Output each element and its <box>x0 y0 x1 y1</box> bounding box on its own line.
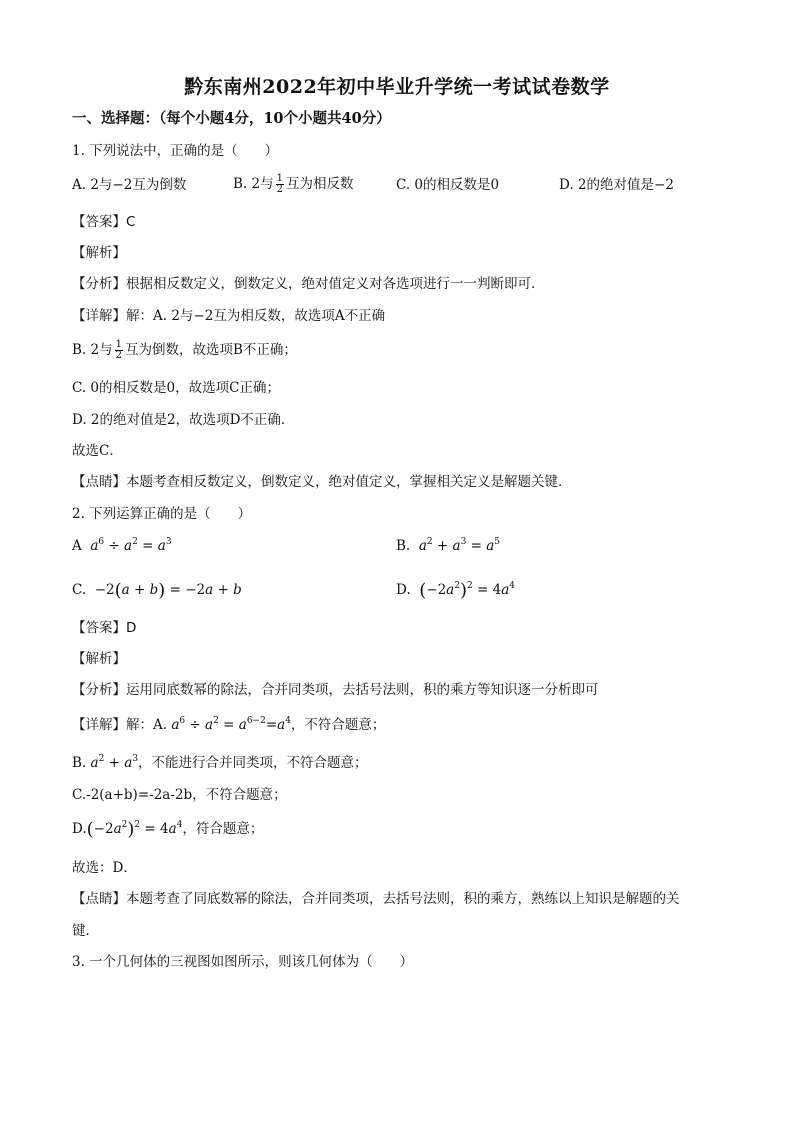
fraction-one-half: $\frac{1}{2}$ <box>115 339 122 361</box>
q1-fenxi: 【分析】根据相反数定义，倒数定义，绝对值定义对各选项进行一一判断即可． <box>72 276 545 292</box>
q2-line-c: C.-2(a+b)=-2a-2b，不符合题意； <box>72 787 287 803</box>
q1-option-a: A. 2与−2互为倒数 <box>72 177 187 193</box>
q2-choose: 故选：D． <box>72 860 137 876</box>
q1-line-b: B. 2与 $\frac{1}{2}$ 互为倒数，故选项B不正确； <box>72 339 297 361</box>
formula-xiangjie: $a^6 \div a^2 = a^{6-2}=a^4$ <box>171 716 291 733</box>
q3-stem: 3. 一个几何体的三视图如图所示，则该几何体为（ ） <box>72 954 414 970</box>
q1-dianjing: 【点睛】本题考查相反数定义，倒数定义，绝对值定义，掌握相关定义是解题关键． <box>72 474 572 490</box>
q1-choose: 故选C． <box>72 443 123 459</box>
q1-option-b <box>233 174 353 195</box>
q2-dianjing-1: 【点睛】本题考查了同底数幂的除法，合并同类项，去括号法则，积的乘方，熟练以上知识是解题的关 <box>72 891 680 907</box>
q1-option-b-post: 互为相反数 <box>285 176 354 192</box>
q1-option-d: D. 2的绝对值是−2 <box>559 177 674 193</box>
q1-line-d: D. 2的绝对值是2，故选项D不正确． <box>72 412 295 428</box>
q2-option-d: D. $(-2a^2)^2 = 4a^4$ <box>396 580 516 601</box>
section-heading: 一、选择题：（每个小题4分，10个小题共40分） <box>72 110 391 127</box>
formula-d: $(-2a^2)^2 = 4a^4$ <box>419 580 516 601</box>
q2-line-d: $D.(-2a^2)^2 = 4a^4$，符合题意； <box>72 819 264 840</box>
formula-line-b: $a^2 + a^3$ <box>90 754 139 771</box>
q2-stem: 2. 下列运算正确的是（ ） <box>72 506 252 522</box>
fraction-one-half: $\frac{1}{2}$ <box>276 173 283 195</box>
q1-line-c: C. 0的相反数是0，故选项C正确； <box>72 380 280 396</box>
formula-c: −2(a + b) = −2a + b <box>94 580 242 601</box>
q2-line-b: B. $a^2 + a^3$，不能进行合并同类项，不符合题意； <box>72 754 368 771</box>
q2-answer: 【答案】D <box>72 620 137 636</box>
q2-fenxi: 【分析】运用同底数幂的除法，合并同类项，去括号法则，积的乘方等知识逐一分析即可 <box>72 682 599 698</box>
q2-option-c: C. −2(a + b) = −2a + b <box>72 580 242 601</box>
q2-option-a: A $a^6 \div a^2 = a^3$ <box>72 537 172 554</box>
q2-xiangjie: 【详解】解：A. $a^6 \div a^2 = a^{6-2}=a^4$，不符合题意； <box>72 716 386 733</box>
page-title: 黔东南州2022年初中毕业升学统一考试试卷数学 <box>184 76 610 98</box>
q2-analysis-tag: 【解析】 <box>72 651 126 667</box>
q2-option-b: B. $a^2 + a^3 = a^5$ <box>396 537 501 554</box>
formula-line-d: $(-2a^2)^2 = 4a^4$ <box>86 819 183 840</box>
q1-xiangjie: 【详解】解：A. 2与−2互为相反数，故选项A不正确 <box>72 308 386 324</box>
q2-dianjing-2: 键． <box>72 923 99 939</box>
formula-b: $a^2 + a^3 = a^5$ <box>418 537 501 554</box>
q1-stem: 1. 下列说法中，正确的是（ ） <box>72 143 279 159</box>
formula-a: $a^6 \div a^2 = a^3$ <box>90 537 172 554</box>
q1-analysis-tag: 【解析】 <box>72 245 126 261</box>
q1-option-b-pre: B. 2与 <box>233 176 274 192</box>
q1-answer: 【答案】C <box>72 214 136 230</box>
q1-option-c: C. 0的相反数是0 <box>396 177 500 193</box>
